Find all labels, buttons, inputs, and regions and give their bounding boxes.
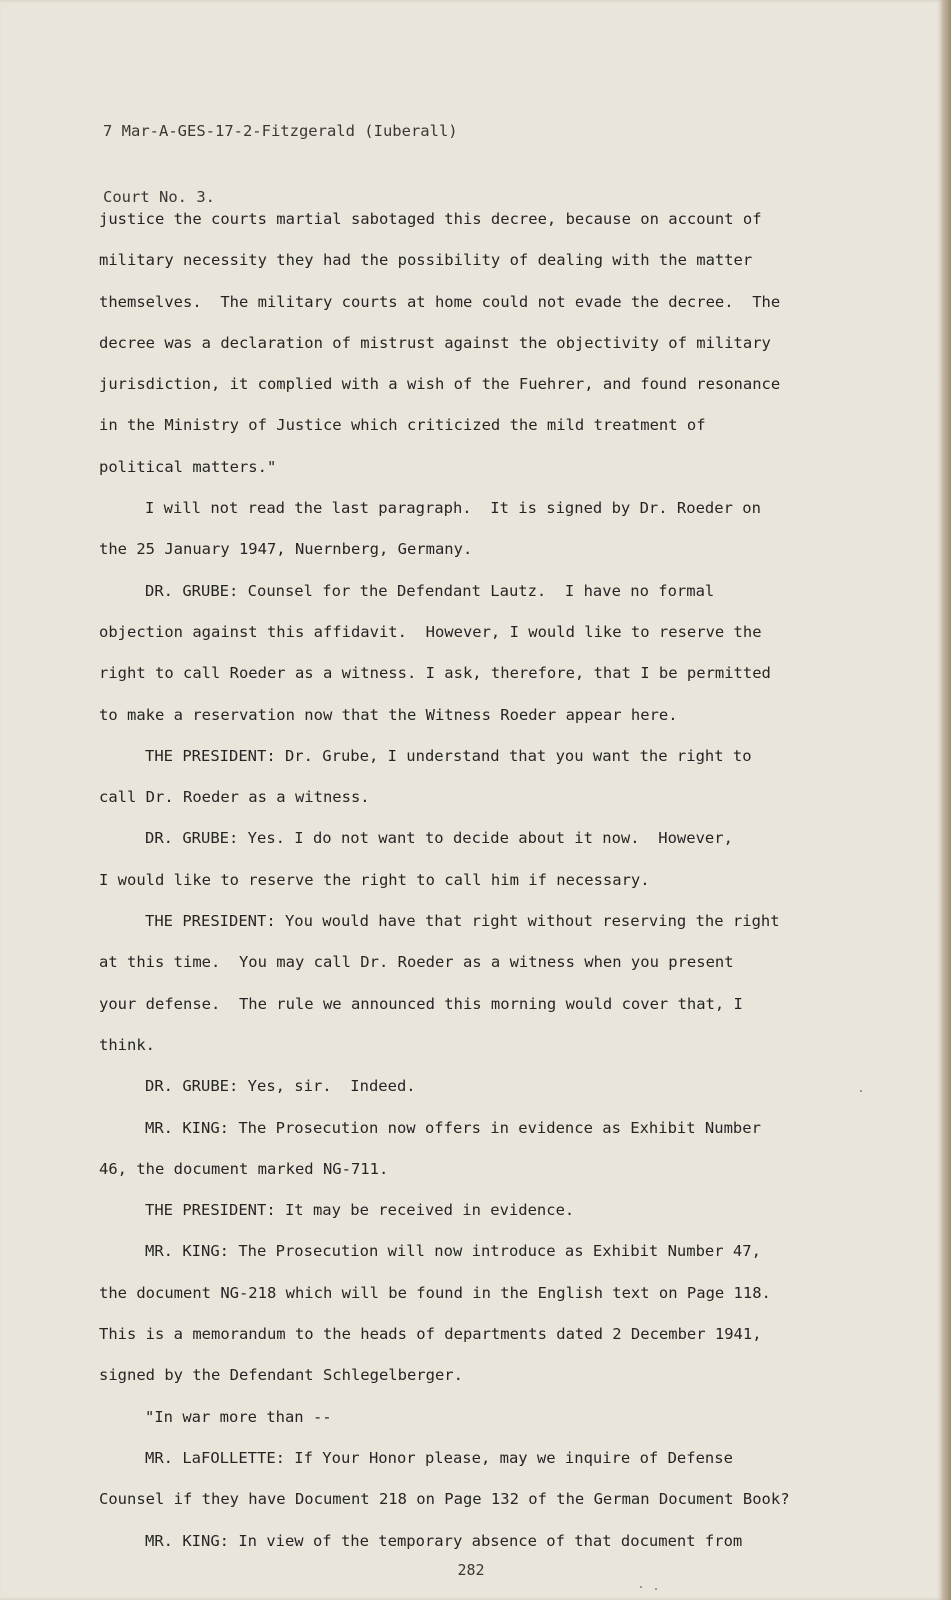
paragraph-first-line: MR. KING: In view of the temporary absence of that document from <box>145 1531 743 1550</box>
paragraph-first-line: DR. GRUBE: Counsel for the Defendant Lautz. I have no formal <box>145 581 715 600</box>
transcript-line: I would like to reserve the right to call him if necessary. <box>99 870 650 889</box>
transcript-line: signed by the Defendant Schlegelberger. <box>99 1366 463 1385</box>
transcript-body <box>99 199 879 1562</box>
transcript-line: decree was a declaration of mistrust against the objectivity of military <box>99 333 771 352</box>
paragraph-first-line: DR. GRUBE: Yes, sir. Indeed. <box>145 1077 416 1096</box>
transcript-line: to make a reservation now that the Witness Roeder appear here. <box>99 705 678 724</box>
transcript-line: at this time. You may call Dr. Roeder as a witness when you present <box>99 953 734 972</box>
transcript-line: This is a memorandum to the heads of departments dated 2 December 1941, <box>99 1325 762 1344</box>
transcript-line: political matters." <box>99 457 277 476</box>
transcript-line: the 25 January 1947, Nuernberg, Germany. <box>99 540 473 559</box>
paper-speck <box>860 1090 862 1092</box>
transcript-line: call Dr. Roeder as a witness. <box>99 788 370 807</box>
transcript-line: think. <box>99 1035 155 1054</box>
transcript-line: themselves. The military courts at home could not evade the decree. The <box>99 292 781 311</box>
paragraph-first-line: MR. LaFOLLETTE: If Your Honor please, may we inquire of Defense <box>145 1448 733 1467</box>
transcript-line: justice the courts martial sabotaged this decree, because on account of <box>99 210 762 228</box>
transcript-line: your defense. The rule we announced this morning would cover that, I <box>99 994 743 1013</box>
transcript-line: right to call Roeder as a witness. I ask, therefore, that I be permitted <box>99 664 771 683</box>
header-reference: 7 Mar-A-GES-17-2-Fitzgerald (Iuberall) <box>103 122 458 140</box>
paragraph-first-line: MR. KING: The Prosecution will now introduce as Exhibit Number 47, <box>145 1242 761 1261</box>
paper-speck <box>640 1586 642 1588</box>
paragraph-first-line: I will not read the last paragraph. It is signed by Dr. Roeder on <box>145 499 761 518</box>
header-court: Court No. 3. <box>103 188 215 206</box>
transcript-line: 46, the document marked NG-711. <box>99 1159 389 1178</box>
transcript-line: objection against this affidavit. However, I would like to reserve the <box>99 622 762 641</box>
transcript-line: in the Ministry of Justice which criticized the mild treatment of <box>99 416 706 435</box>
transcript-line: jurisdiction, it complied with a wish of the Fuehrer, and found resonance <box>99 375 781 394</box>
page-edge <box>942 0 951 1600</box>
paper-speck <box>655 1588 657 1590</box>
transcript-line: Counsel if they have Document 218 on Page 132 of the German Document Book? <box>99 1490 790 1509</box>
paragraph-first-line: THE PRESIDENT: Dr. Grube, I understand that you want the right to <box>145 746 752 765</box>
paragraph-first-line: MR. KING: The Prosecution now offers in evidence as Exhibit Number <box>145 1118 761 1137</box>
transcript-line: the document NG-218 which will be found in the English text on Page 118. <box>99 1283 771 1302</box>
paragraph-first-line: DR. GRUBE: Yes. I do not want to decide about it now. However, <box>145 829 733 848</box>
transcript-line: military necessity they had the possibility of dealing with the matter <box>99 251 753 270</box>
paragraph-first-line: THE PRESIDENT: You would have that right without reserving the right <box>145 912 780 931</box>
paragraph-first-line: THE PRESIDENT: It may be received in evidence. <box>145 1201 575 1220</box>
paragraph-first-line: "In war more than -- <box>145 1407 332 1426</box>
page-number: 282 <box>457 1561 485 1579</box>
